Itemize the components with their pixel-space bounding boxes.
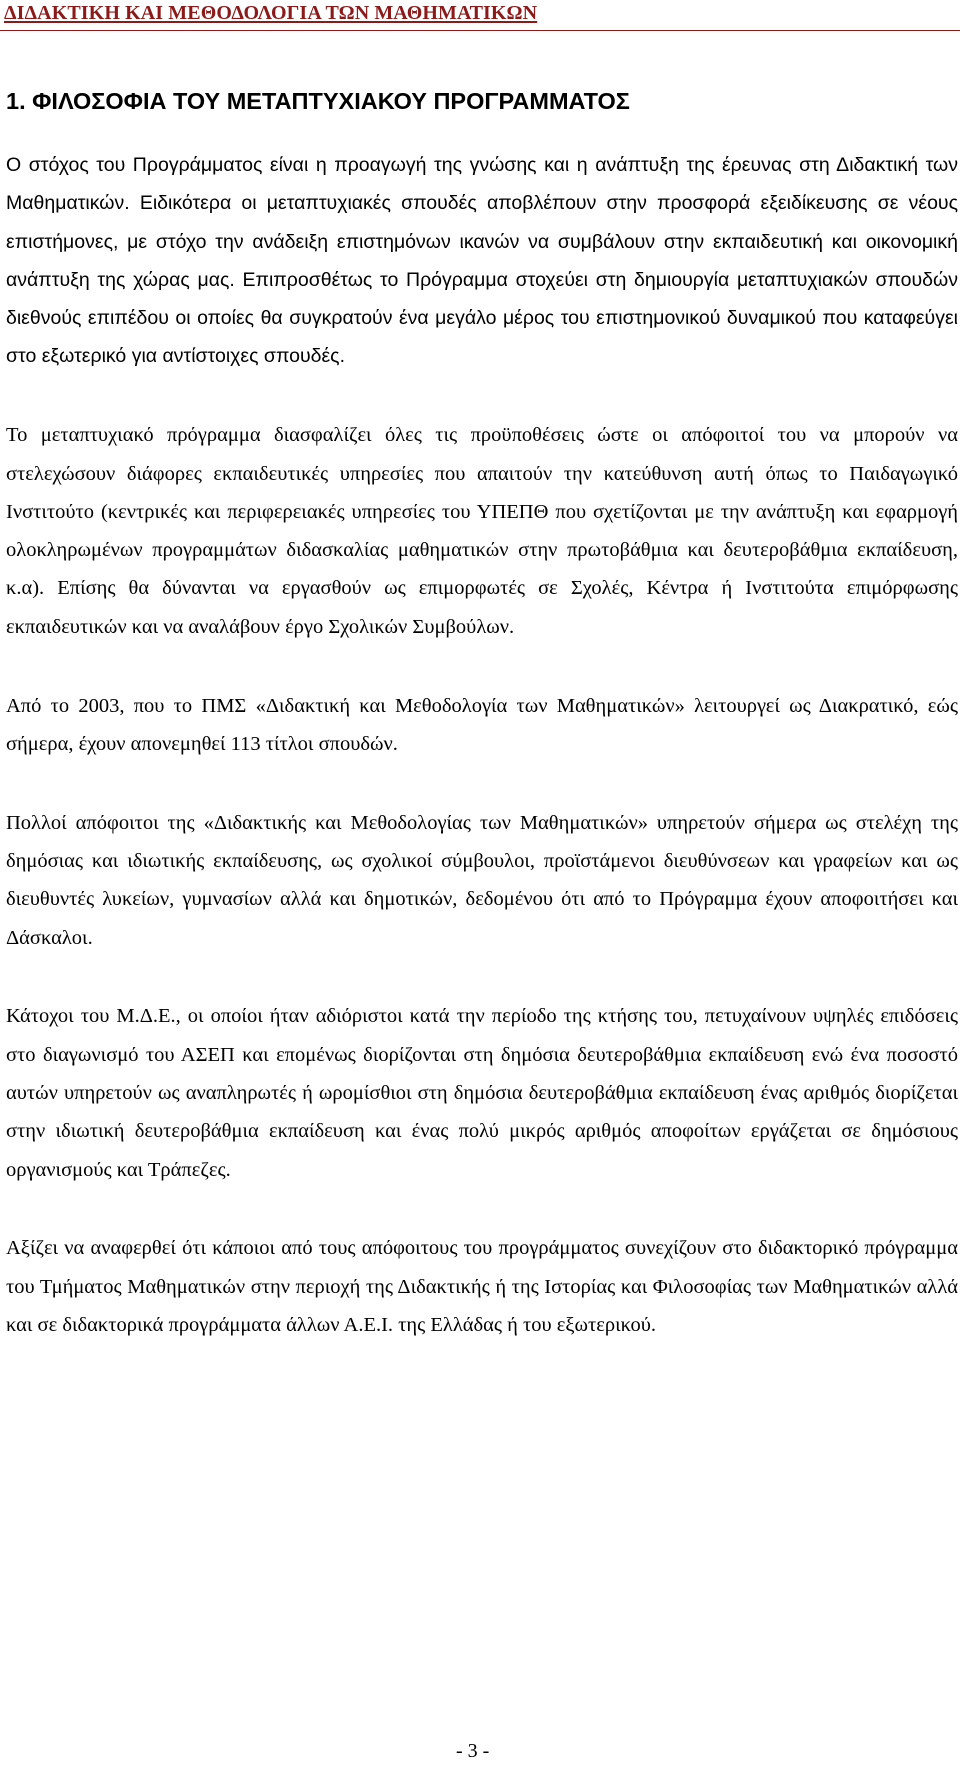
body-text (6, 146, 958, 1385)
paragraph-alumni-positions: Πολλοί απόφοιτοι της «Διδακτικής και Μεθοδολογίας των Μαθηματικών» υπηρετούν σήμερα ως στελέχη της δημόσιας και ιδιωτικής εκπαίδευσης, ως σχολικοί σύμβουλοι, προϊστάμενοι διευθύνσεων και γραφείων και ως διευθυντές λυκείων, γυμνασίων αλλά και δημοτικών, δεδομένου ότι από το Πρόγραμμα έχουν αποφοιτήσει και Δάσκαλοι. (6, 811, 958, 949)
paragraph-graduate-roles: Το μεταπτυχιακό πρόγραμμα διασφαλίζει όλες τις προϋποθέσεις ώστε οι απόφοιτοί του να μπορούν να στελεχώσουν διάφορες εκπαιδευτικές υπηρεσίες που απαιτούν την κατεύθυνση αυτή όπως το Παιδαγωγικό Ινστιτούτο (κεντρικές και περιφερειακές υπηρεσίες του ΥΠΕΠΘ που σχετίζονται με την ανάπτυξη και εφαρμογή ολοκληρωμένων προγραμμάτων διδασκαλίας μαθηματικών στην πρωτοβάθμια και δευτεροβάθμια εκπαίδευση, κ.α). Επίσης θα δύνανται να εργασθούν ως επιμορφωτές σε Σχολές, Κέντρα ή Ινστιτούτα επιμόρφωσης εκπαιδευτικών και να αναλάβουν έργο Σχολικών Συμβούλων. (6, 424, 958, 638)
paragraph-program-goal: Ο στόχος του Προγράμματος είναι η προαγωγή της γνώσης και η ανάπτυξη της έρευνας στη Διδακτική των Μαθηματικών. Ειδικότερα οι μεταπτυχιακές σπουδές αποβλέπουν στην προσφορά εξειδίκευσης σε νέους επιστήμονες, με στόχο την ανάδειξη επιστημόνων ικανών να συμβάλουν στην εκπαιδευτική και οικονομική ανάπτυξη της χώρας μας. Επιπροσθέτως το Πρόγραμμα στοχεύει στη δημιουργία μεταπτυχιακών σπουδών διεθνούς επιπέδου οι οποίες θα συγκρατούν ένα μεγάλο μέρος του επιστημονικού δυναμικού που καταφεύγει στο εξωτερικό για αντίστοιχες σπουδές. (6, 154, 958, 368)
header-rule (0, 30, 960, 31)
section-heading: 1. ΦΙΛΟΣΟΦΙΑ ΤΟΥ ΜΕΤΑΠΤΥΧΙΑΚΟΥ ΠΡΟΓΡΑΜΜΑΤΟΣ (6, 88, 630, 114)
page-number: - 3 - (456, 1740, 490, 1762)
running-header: ΔΙΔΑΚΤΙΚΗ ΚΑΙ ΜΕΘΟΔΟΛΟΓΙΑ ΤΩΝ ΜΑΘΗΜΑΤΙΚΩΝ (4, 2, 538, 24)
paragraph-asep-results: Κάτοχοι του Μ.Δ.Ε., οι οποίοι ήταν αδιόριστοι κατά την περίοδο της κτήσης του, πετυχαίνουν υψηλές επιδόσεις στο διαγωνισμό του ΑΣΕΠ και επομένως διορίζονται στη δημόσια δευτεροβάθμια εκπαίδευση ενώ ένα ποσοστό αυτών υπηρετούν ως αναπληρωτές ή ωρομίσθιοι στη δημόσια δευτεροβάθμια εκπαίδευση ένας αριθμός διορίζεται στην ιδιωτική δευτεροβάθμια εκπαίδευση και ένας πολύ μικρός αριθμός αποφοίτων εργάζεται σε δημόσιους οργανισμούς και Τράπεζες. (6, 1005, 958, 1181)
paragraph-doctoral-studies: Αξίζει να αναφερθεί ότι κάποιοι από τους απόφοιτους του προγράμματος συνεχίζουν στο διδακτορικό πρόγραμμα του Τμήματος Μαθηματικών στην περιοχή της Διδακτικής ή της Ιστορίας και Φιλοσοφίας των Μαθηματικών αλλά και σε διδακτορικά προγράμματα άλλων Α.Ε.Ι. της Ελλάδας ή του εξωτερικού. (6, 1237, 958, 1336)
paragraph-degrees-awarded: Από το 2003, που το ΠΜΣ «Διδακτική και Μεθοδολογία των Μαθηματικών» λειτουργεί ως Διακρατικό, εώς σήμερα, έχουν απονεμηθεί 113 τίτλοι σπουδών. (6, 694, 958, 755)
